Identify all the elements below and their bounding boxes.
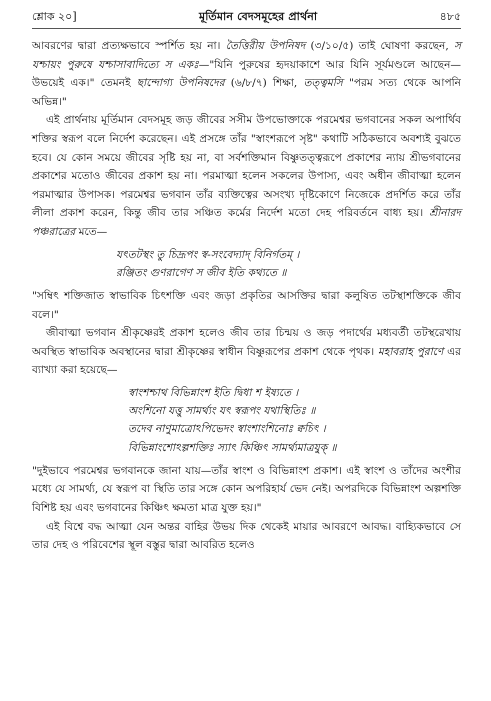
verse-line: অংশিনো যত্তু সামর্থ্যং যৎ স্বরূপং যথাস্থিতিঃ ॥ (128, 405, 316, 418)
text-run: (৩/১০/৫) তাই ঘোষণা করছেন, (305, 40, 454, 52)
sanskrit-verse-2 (128, 384, 461, 457)
text-run: —"যিনি পুরুষের হৃদয়াকাশে আর যিনি সূর্যমণ্ডলে আছেন—উভয়েই এক।" তেমনই (32, 58, 462, 90)
italic-reference: তৈত্তিরীয় উপনিষদ (225, 40, 306, 52)
paragraph-3: "সম্বিৎ শক্তিজাত স্বাভাবিক চিৎশক্তি এবং জড়া প্রকৃতির আসক্তির দ্বারা কলুষিত তটস্থাশক্তিকে জীব বলে।" (32, 289, 461, 321)
paragraph-6: এই বিশ্বে বদ্ধ আত্মা যেন অন্তর বাহির উভয় দিক থেকেই মায়ার আবরণে আবদ্ধ। বাহ্যিকভাবে সে তার দেহ ও পরিবেশের স্থূল বস্তুর দ্বারা আবরিত হলেও (32, 520, 461, 552)
paragraph-1 (32, 37, 461, 111)
text-run: (৬/৮/৭) শিক্ষা, (224, 77, 304, 90)
sanskrit-verse-1 (116, 246, 461, 282)
italic-term: তত্ত্বমসি (303, 77, 343, 90)
page-number: ৪৮৫ (439, 10, 461, 23)
verse-line: তদেব নাণুমাত্রোঽপিভেদং স্বাংশাংশিনোঃ ক্বচিৎ । (128, 423, 326, 436)
verse-reference: শ্লোক ২০] (32, 10, 77, 23)
italic-reference: শ্রীনারদ পঞ্চরাত্রের (32, 207, 461, 238)
chapter-title: মূর্তিমান বেদসমূহের প্রার্থনা (198, 10, 318, 23)
paragraph-4 (32, 324, 461, 380)
text-run: "পরম সত্য থেকে আপনি অভিন্ন।" (32, 77, 461, 108)
text-run: এই প্রার্থনায় মূর্তিমান বেদসমূহ জড় জীবের সসীম উপভোক্তাকে পরমেশ্বর ভগবানের সকল অপার্থিব শক্তির স্বরূপ বলে নির্দেশ করেছেন। এই প্রসঙ্গে তাঁর "স্বাংশরূপে সৃষ্ট" কথাটি সঠিকভাবে অবশ্যই বুঝতে হবে। যে কোন সময়ে জীবের সৃষ্টি হয় না, বা সর্বশক্তিমান বিষ্ণুতত্ত্বরূপে প্রকাশের ন্যায় শ্রীভগবানের প্রকাশের মতোও জীবের প্রকাশ হয় না। পরমাত্মা হলেন সকলের উপাস্য, এবং অধীন জীবাত্মা হলেন পরমাত্মার উপাসক। পরমেশ্বর ভগবান তাঁর ব্যক্তিত্বের অসংখ্য দৃষ্টিকোণে নিজেকে প্রদর্শিত করে তাঁর লীলা প্রকাশ করেন, কিন্তু জীব তার সঞ্চিত কর্মের নির্দেশ মতো দেহ পরিবর্তনে বাধ্য হয়। (32, 114, 461, 220)
italic-reference: মহাবরাহ পুরাণে (377, 345, 444, 358)
verse-line: স্বাংশশ্চাথ বিভিন্নাংশ ইতি দ্বিধা শ ইষ্যতে । (128, 386, 299, 399)
italic-reference: ছান্দোগ্য উপনিষদের (136, 77, 225, 90)
running-header (32, 8, 461, 29)
verse-line: রঞ্জিতং গুণরাগেণ স জীব ইতি কথ্যতে ॥ (116, 266, 287, 279)
paragraph-5: "দুইভাবে পরমেশ্বর ভগবানকে জানা যায়—তাঁর স্বাংশ ও বিভিন্নাংশ প্রকাশ। এই স্বাংশ ও তাঁদের অংশীর মধ্যে যে সামর্থ্য, যে স্বরূপ বা স্থিতি তার সঙ্গে কোন অপরিহার্য ভেদ নেই। অপরদিকে বিভিন্নাংশ অল্পশক্তি বিশিষ্ট হয় এবং ভগবানের কিঞ্চিৎ ক্ষমতা মাত্র যুক্ত হয়।" (32, 464, 461, 514)
italic-quote: স যশ্চায়ং পুরুষে যশ্চাসাবাদিত্যে স একঃ (32, 40, 461, 71)
text-run: এর ব্যাখ্যা করা হয়েছে— (32, 345, 461, 377)
paragraph-2 (32, 111, 461, 241)
verse-line: যৎতটস্থং তু চিদ্রূপং স্ব-সংবেদ্যাদ্ বিনির্গতম্ । (116, 248, 300, 261)
text-run: আবরণের দ্বারা প্রত্যক্ষভাবে স্পর্শিত হয় না। (32, 40, 226, 52)
text-run: মতে— (75, 225, 108, 238)
verse-line: বিভিন্নাংশোঽল্পশক্তিঃ স্যাৎ কিঞ্চিৎ সামর্থ্যমাত্রযুক্ ॥ (128, 441, 337, 454)
text-run: জীবাত্মা ভগবান শ্রীকৃষ্ণেরই প্রকাশ হলেও জীব তার চিন্ময় ও জড় পদার্থের মধ্যবর্তী তটস্থরেখায় অবস্থিত স্বাভাবিক অবস্থানের দ্বারা শ্রীকৃষ্ণের স্বাধীন বিষ্ণুরূপের প্রকাশ থেকে পৃথক। (32, 327, 461, 358)
